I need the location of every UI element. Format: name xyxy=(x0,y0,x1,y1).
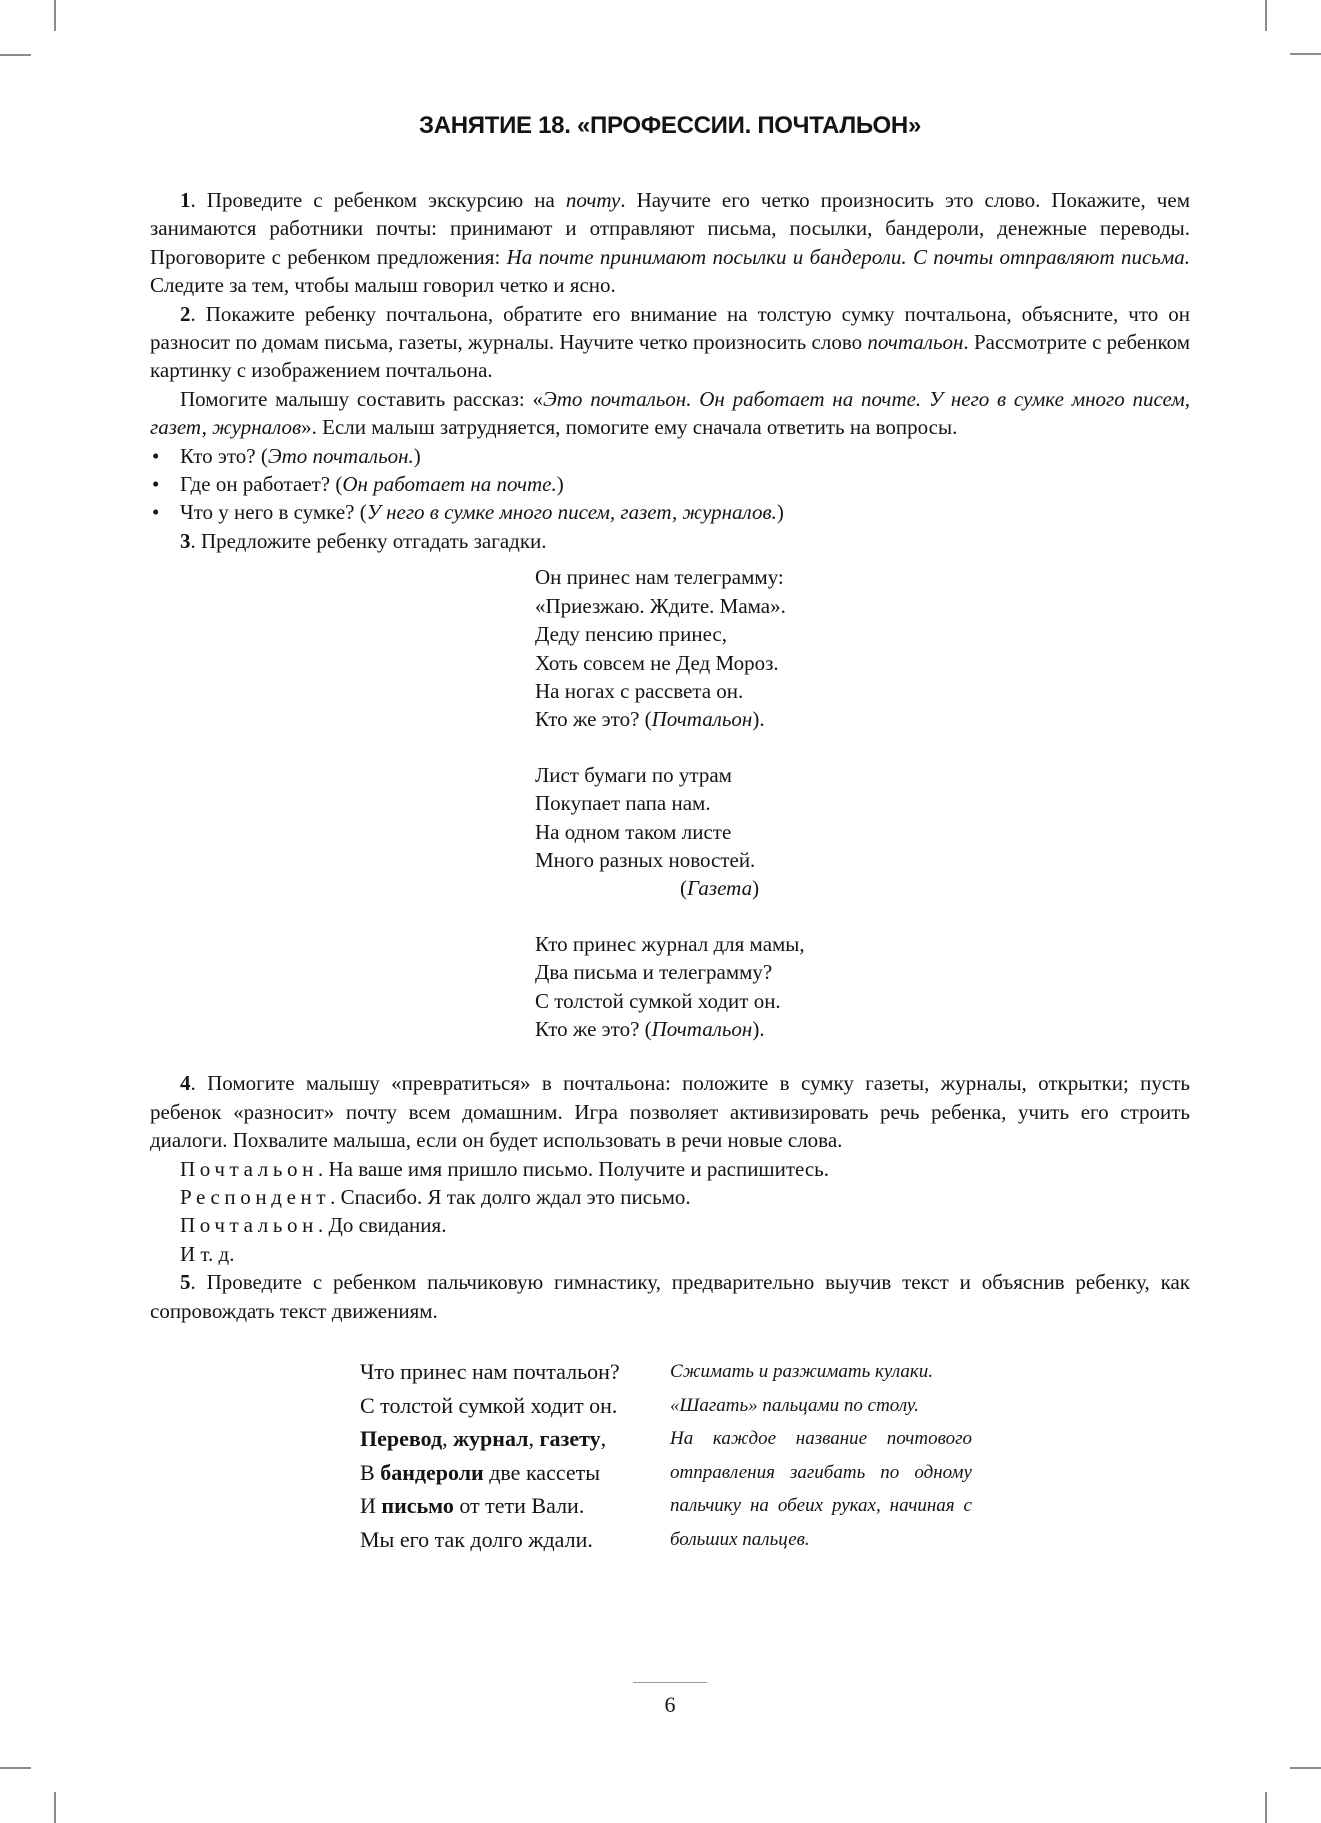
poem-text xyxy=(360,1355,670,1556)
instruction-paragraph: На каждое название почтового отправления загибать по одному пальчику на обеих руках, начиная с больших пальцев. xyxy=(670,1428,972,1550)
riddle-line: Покупает папа нам. xyxy=(535,791,711,816)
riddle-3 xyxy=(535,930,1190,1044)
riddles-block xyxy=(535,563,1190,1043)
riddle-line: На одном таком листе xyxy=(535,819,732,844)
question-list xyxy=(150,442,1190,527)
page-content xyxy=(150,112,1190,1556)
riddle-line: С толстой сумкой ходит он. xyxy=(535,988,781,1013)
list-item-text: Где он работает? (Он работает на почте.) xyxy=(180,472,564,497)
movement-instructions xyxy=(670,1355,972,1556)
riddle-line: Много разных новостей. xyxy=(535,847,756,872)
crop-mark-bottom-right-vertical xyxy=(1265,1792,1267,1823)
page-title: ЗАНЯТИЕ 18. «ПРОФЕССИИ. ПОЧТАЛЬОН» xyxy=(419,112,921,139)
riddle-line: Кто же это? (Почтальон). xyxy=(535,1016,765,1041)
poem-line: С толстой сумкой ходит он. xyxy=(360,1392,618,1418)
finger-gymnastics-section xyxy=(150,1355,1190,1556)
bullet-icon: • xyxy=(152,500,160,525)
crop-mark-bottom-left-vertical xyxy=(54,1792,56,1823)
poem-line: Перевод, журнал, газету, xyxy=(360,1426,607,1452)
list-item xyxy=(150,442,1190,470)
list-item-text: Что у него в сумке? (У него в сумке много писем, газет, журналов.) xyxy=(180,500,784,525)
paragraph-4: 3. Предложите ребенку отгадать загадки. xyxy=(180,528,547,553)
crop-mark-top-left-vertical xyxy=(54,0,56,31)
riddle-lines xyxy=(535,930,1190,1044)
poem-line: И письмо от тети Вали. xyxy=(360,1493,585,1519)
riddle-line: Кто принес журнал для мамы, xyxy=(535,931,805,956)
crop-mark-top-right-horizontal xyxy=(1290,53,1321,55)
footer-divider xyxy=(633,1682,707,1683)
dialogue-line: Почтальон. На ваше имя пришло письмо. Получите и распишитесь. xyxy=(180,1156,830,1181)
riddle-line: Кто же это? (Почтальон). xyxy=(535,707,765,732)
riddle-lines xyxy=(535,563,1190,733)
instruction-line: «Шагать» пальцами по столу. xyxy=(670,1394,919,1416)
paragraph-1: 1. Проведите с ребенком экскурсию на почту. Научите его четко произносить это слово. Покажите, чем занимаются работники почты: принимают и отправляют письма, посылки, бандероли, денежные переводы. Проговорите с ребенком предложения: На почте принимают посылки и бандероли. С почты отправляют письма. Следите за тем, чтобы малыш говорил четко и ясно. xyxy=(150,188,1190,298)
riddle-line: Лист бумаги по утрам xyxy=(535,762,732,787)
list-item xyxy=(150,470,1190,498)
list-item-text: Кто это? (Это почтальон.) xyxy=(180,443,421,468)
dialogue-line: Респондент. Спасибо. Я так долго ждал это письмо. xyxy=(180,1185,691,1209)
riddle-lines xyxy=(535,761,1190,875)
paragraph-5: 4. Помогите малышу «превратиться» в почтальона: положите в сумку газеты, журналы, открытки; пусть ребенок «разносит» почту всем домашним. Игра позволяет активизировать речь ребенка, учить его строить диалоги. Похвалите малыша, если он будет использовать в речи новые слова. xyxy=(150,1071,1190,1153)
riddle-line: Два письма и телеграмму? xyxy=(535,960,773,985)
riddle-line: Хоть совсем не Дед Мороз. xyxy=(535,650,779,675)
dialogue-line: Почтальон. До свидания. xyxy=(180,1213,447,1238)
crop-mark-top-right-vertical xyxy=(1265,0,1267,31)
paragraph-2: 2. Покажите ребенку почтальона, обратите его внимание на толстую сумку почтальона, объясните, что он разносит по домам письма, газеты, журналы. Научите четко произносить слово почтальон. Рассмотрите с ребенком картинку с изображением почтальона. xyxy=(150,301,1190,383)
page-number: 6 xyxy=(664,1692,676,1717)
dialogue-block xyxy=(150,1155,1190,1269)
crop-mark-top-left-horizontal xyxy=(0,54,31,56)
riddle-1 xyxy=(535,563,1190,733)
poem-line: Мы его так долго ждали. xyxy=(360,1526,593,1552)
riddle-line: Он принес нам телеграмму: xyxy=(535,565,784,590)
riddle-answer: (Газета) xyxy=(680,876,760,901)
poem-line: В бандероли две кассеты xyxy=(360,1459,601,1485)
crop-mark-bottom-left-horizontal xyxy=(0,1767,31,1769)
riddle-line: «Приезжаю. Ждите. Мама». xyxy=(535,593,786,618)
paragraph-6: 5. Проведите с ребенком пальчиковую гимнастику, предварительно выучив текст и объяснив ребенку, как сопровождать текст движениям. xyxy=(150,1270,1190,1323)
poem-line: Что принес нам почтальон? xyxy=(360,1359,620,1385)
riddle-line: На ногах с рассвета он. xyxy=(535,678,744,703)
dialogue-line: И т. д. xyxy=(180,1241,235,1266)
instruction-line: Сжимать и разжимать кулаки. xyxy=(670,1361,934,1383)
paragraph-3: Помогите малышу составить рассказ: «Это почтальон. Он работает на почте. У него в сумке много писем, газет, журналов». Если малыш затрудняется, помогите ему сначала ответить на вопросы. xyxy=(150,386,1190,440)
list-item xyxy=(150,498,1190,526)
bullet-icon: • xyxy=(152,472,160,497)
crop-mark-bottom-right-horizontal xyxy=(1290,1767,1321,1769)
riddle-2 xyxy=(535,761,1190,903)
bullet-icon: • xyxy=(152,443,160,468)
riddle-line: Деду пенсию принес, xyxy=(535,622,727,647)
